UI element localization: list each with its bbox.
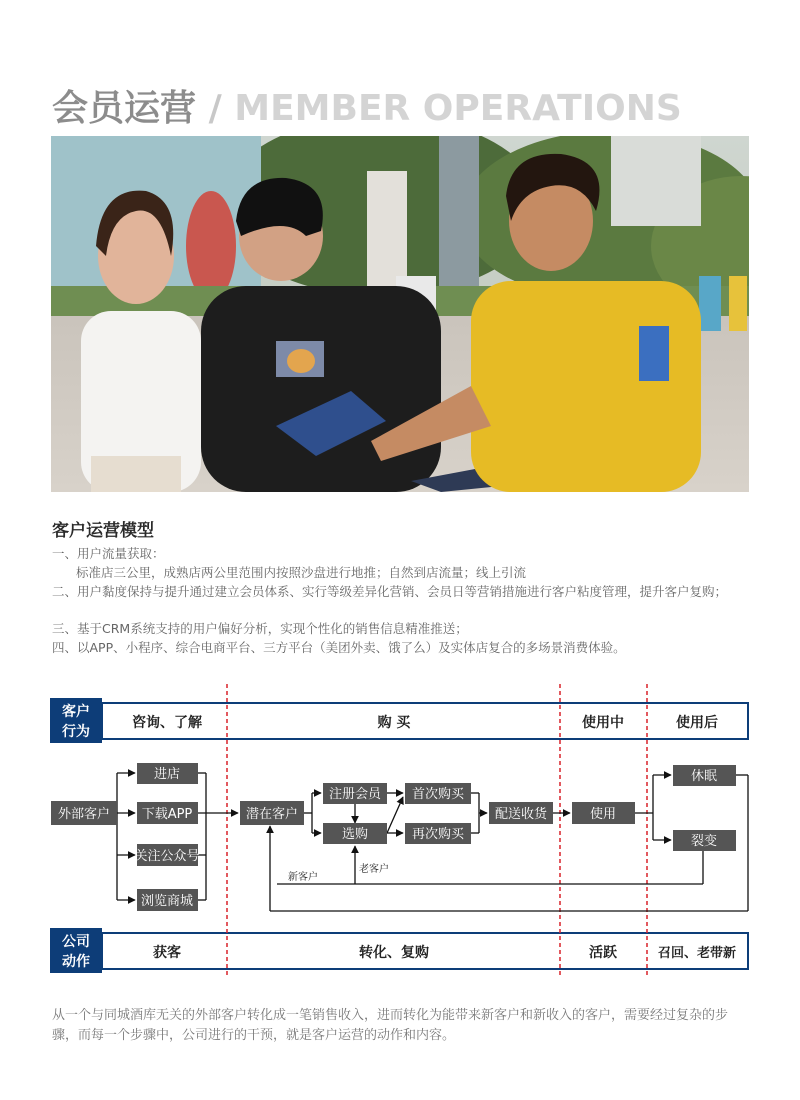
top-stage-in-use: 使用中 bbox=[582, 715, 624, 731]
node-dormant: 休眠 bbox=[690, 769, 718, 784]
section-heading: 客户运营模型 bbox=[52, 521, 154, 541]
node-first-purchase: 首次购买 bbox=[411, 787, 465, 802]
section-item-4: 四、以APP、小程序、综合电商平台、三方平台（美团外卖、饿了么）及实体店复合的多场景消费体验。 bbox=[52, 640, 626, 655]
section-item-3: 三、基于CRM系统支持的用户偏好分析，实现个性化的销售信息精准推送； bbox=[52, 621, 468, 636]
label-old-customer: 老客户 bbox=[359, 864, 389, 875]
page-title-en: MEMBER OPERATIONS bbox=[234, 88, 682, 129]
node-register-member: 注册会员 bbox=[328, 787, 382, 802]
node-browse-mall: 浏览商城 bbox=[140, 894, 194, 909]
node-potential-customer: 潜在客户 bbox=[245, 807, 299, 822]
label-new-customer: 新客户 bbox=[288, 872, 318, 883]
node-fission: 裂变 bbox=[690, 834, 718, 849]
bottom-stage-convert: 转化、复购 bbox=[359, 945, 429, 961]
page-title bbox=[52, 80, 682, 131]
section-item-1: 一、用户流量获取： bbox=[52, 546, 165, 561]
bottom-stage-acquire: 获客 bbox=[153, 945, 181, 961]
company-action-label-line1: 公司 bbox=[62, 934, 90, 950]
node-follow-account: 关注公众号 bbox=[134, 849, 200, 864]
customer-behavior-label-line2: 行为 bbox=[62, 724, 90, 740]
footer-paragraph: 从一个与同城酒库无关的外部客户转化成一笔销售收入，进而转化为能带来新客户和新收入的客户，需要经过复杂的步骤，而每一个步骤中，公司进行的干预，就是客户运营的动作和内容。 bbox=[52, 1008, 729, 1043]
node-download-app: 下载APP bbox=[141, 807, 193, 822]
section-item-1-detail: 标准店三公里，成熟店两公里范围内按照沙盘进行地推；自然到店流量；线上引流 bbox=[76, 565, 527, 580]
node-use: 使用 bbox=[589, 807, 617, 822]
top-stage-after-use: 使用后 bbox=[676, 715, 718, 731]
node-select: 选购 bbox=[341, 827, 369, 842]
bottom-stage-active: 活跃 bbox=[589, 945, 617, 961]
top-stage-purchase: 购 买 bbox=[377, 715, 411, 731]
node-repurchase: 再次购买 bbox=[411, 827, 465, 842]
top-stage-consult: 咨询、了解 bbox=[132, 715, 202, 731]
node-enter-store: 进店 bbox=[153, 767, 181, 782]
node-external-customer: 外部客户 bbox=[57, 807, 111, 822]
bottom-stage-recall: 召回、老带新 bbox=[657, 946, 737, 961]
company-action-label-line2: 动作 bbox=[62, 954, 90, 970]
customer-behavior-label-line1: 客户 bbox=[62, 704, 90, 720]
page-title-separator: / bbox=[208, 88, 222, 129]
customer-flow-diagram bbox=[48, 680, 753, 980]
node-delivery: 配送收货 bbox=[494, 807, 548, 822]
hero-photo bbox=[51, 136, 749, 492]
section-item-2: 二、用户黏度保持与提升通过建立会员体系、实行等级差异化营销、会员日等营销措施进行客户粘度管理，提升客户复购； bbox=[52, 584, 728, 599]
page-title-cn: 会员运营 bbox=[52, 88, 197, 129]
